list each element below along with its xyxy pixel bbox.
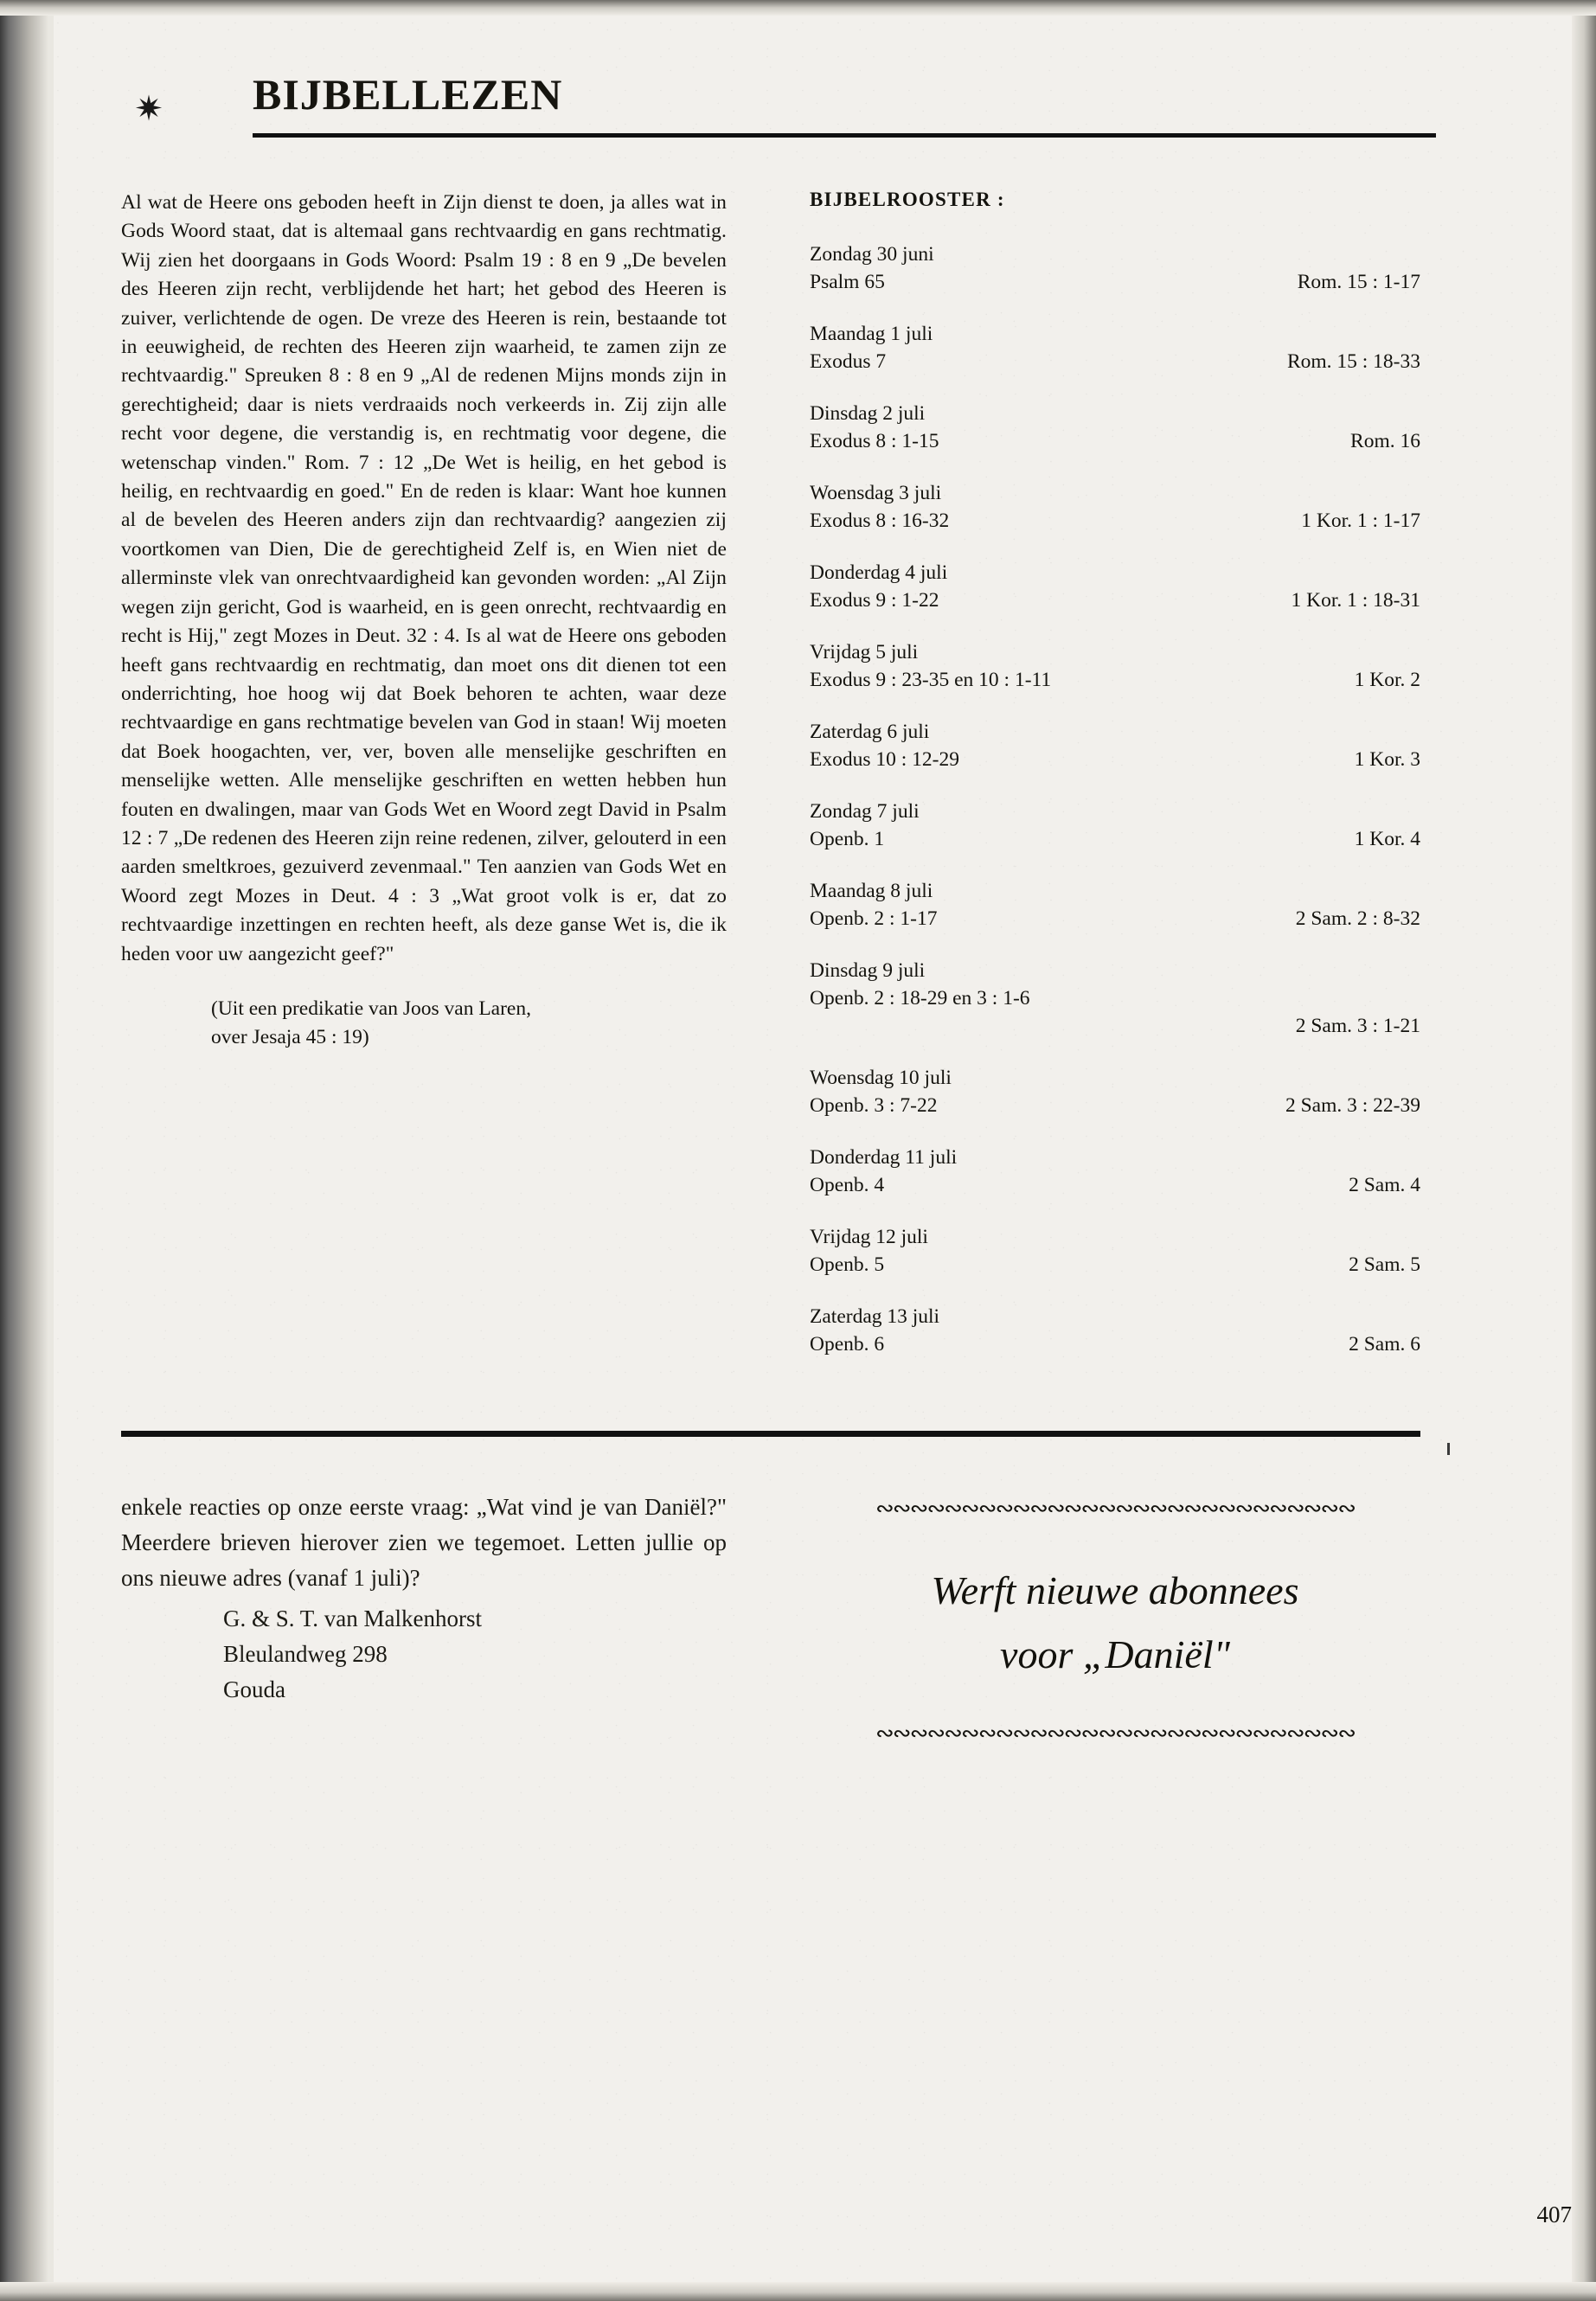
rooster-reference-primary: Openb. 2 : 1-17 bbox=[810, 907, 938, 930]
rooster-reference-primary: Openb. 3 : 7-22 bbox=[810, 1094, 938, 1117]
rooster-entry bbox=[810, 400, 1420, 455]
rooster-reading-line bbox=[810, 1092, 1420, 1119]
rooster-day-label: Zondag 30 juni bbox=[810, 243, 934, 266]
page-number: 407 bbox=[1536, 2202, 1572, 2227]
rooster-reference-secondary: Rom. 15 : 18-33 bbox=[1286, 350, 1420, 373]
rooster-reference-primary: Openb. 2 : 18-29 en 3 : 1-6 bbox=[810, 987, 1030, 1009]
column-rooster bbox=[810, 189, 1420, 1382]
rooster-reading-line bbox=[810, 825, 1420, 853]
article-body bbox=[121, 189, 727, 969]
advertisement-text bbox=[810, 1522, 1420, 1720]
rooster-reading-line bbox=[810, 1251, 1420, 1279]
rooster-reference-primary: Openb. 6 bbox=[810, 1333, 885, 1356]
header-rule bbox=[253, 133, 1436, 138]
rooster-day-label: Vrijdag 12 juli bbox=[810, 1226, 928, 1248]
rooster-reference-secondary: 1 Kor. 4 bbox=[1354, 828, 1420, 850]
rooster-entry bbox=[810, 1223, 1420, 1279]
rooster-reference-primary: Exodus 10 : 12-29 bbox=[810, 748, 959, 771]
section-divider bbox=[121, 1431, 1445, 1439]
attribution-line-2: over Jesaja 45 : 19) bbox=[211, 1026, 369, 1049]
bottom-section bbox=[121, 1490, 1445, 1747]
rooster-list bbox=[810, 240, 1420, 1358]
rooster-day-label: Zaterdag 13 juli bbox=[810, 1305, 940, 1328]
rooster-reading-line bbox=[810, 746, 1420, 773]
rooster-reference-secondary: Rom. 15 : 1-17 bbox=[1297, 271, 1420, 293]
divider-tick bbox=[1447, 1443, 1450, 1455]
rooster-reference-primary: Exodus 8 : 1-15 bbox=[810, 430, 939, 452]
rooster-day-label: Vrijdag 5 juli bbox=[810, 641, 919, 663]
signature-street: Bleulandweg 298 bbox=[223, 1641, 388, 1667]
rooster-entry bbox=[810, 1303, 1420, 1358]
rooster-reading-line bbox=[810, 586, 1420, 614]
rooster-reading-line bbox=[810, 1330, 1420, 1358]
page-edge-left bbox=[0, 0, 54, 2301]
rooster-reference-primary: Exodus 8 : 16-32 bbox=[810, 510, 950, 532]
page-edge-top bbox=[0, 0, 1596, 16]
rooster-day-label: Zaterdag 6 juli bbox=[810, 721, 930, 743]
page-content bbox=[121, 69, 1445, 1747]
rooster-reading-line bbox=[810, 507, 1420, 535]
rooster-entry bbox=[810, 877, 1420, 933]
signature-name: G. & S. T. van Malkenhorst bbox=[223, 1606, 482, 1631]
rooster-day-label: Maandag 8 juli bbox=[810, 880, 933, 902]
rooster-reading-line bbox=[810, 905, 1420, 933]
attribution-line-1: (Uit een predikatie van Joos van Laren, bbox=[211, 997, 531, 1020]
rooster-entry bbox=[810, 1144, 1420, 1199]
letter-signature bbox=[121, 1601, 727, 1708]
article-attribution bbox=[121, 995, 727, 1053]
rooster-title: BIJBELROOSTER : bbox=[810, 189, 1005, 210]
article-paragraph: Al wat de Heere ons geboden heeft in Zijn dienst te doen, ja alles wat in Gods Woord staat, dat is altemaal gans rechtvaardig en gans rechtmatig. Wij zien het doorgaans in Gods Woord: Psalm 19 : 8 en 9 „De bevelen des Heeren zijn recht, verblijdende het hart; het gebod des Heeren is zuiver, verlichtende de ogen. De vreze des Heeren is rein, bestaande tot in eeuwigheid, de rechten des Heeren zijn waarheid, te zamen zijn ze rechtvaardig." Spreuken 8 : 8 en 9 „Al de redenen Mijns monds zijn in gerechtigheid; daar is niets verdraaids noch verkeerds in. Zij zijn alle recht voor degene, die verstandig is, en rechtmatig voor degene, die wetenschap vinden." Rom. 7 : 12 „De Wet is heilig, en het gebod is heilig, en rechtvaardig en goed." En de reden is klaar: Want hoe kunnen al de bevelen des Heeren anders zijn dan rechtvaardig? aangezien zij voortkomen van Dien, Die de gerechtigheid Zelf is, en Wien niet de allerminste vlek van onrechtvaardigheid kan gevonden worden: „Al Zijn wegen zijn gericht, God is waarheid, en is geen onrecht, rechtvaardig en recht is Hij," zegt Mozes in Deut. 32 : 4. Is al wat de Heere ons geboden heeft gans rechtvaardig en rechtmatig, dan moet ons dit dienen tot een onderrichting, hoe hoog wij dat Boek behoren te achten, waar deze rechtvaardige en gans rechtmatige bevelen van God in staan! Wij moeten dat Boek hoogachten, ver, ver, boven alle menselijke geschriften en menselijke wetten. Alle menselijke geschriften en wetten hebben hun fouten en dwalingen, maar van Gods Wet en Woord zegt David in Psalm 12 : 7 „De redenen des Heeren zijn reine redenen, zilver, gelouterd in een aarden smeltkroes, gezuiverd zevenmaal." Ten aanzien van Gods Wet en Woord zegt Mozes in Deut. 4 : 3 „Wat groot volk is er, dat zo rechtvaardige inzettingen en rechten heeft, als deze ganse Wet is, die ik heden voor uw aangezicht geef?" bbox=[121, 191, 727, 965]
rooster-reference-secondary: 1 Kor. 3 bbox=[1354, 748, 1420, 771]
letter-body bbox=[121, 1490, 727, 1596]
section-header bbox=[121, 69, 1445, 152]
rooster-reference-secondary: 1 Kor. 2 bbox=[1354, 669, 1420, 691]
rooster-day-label: Donderdag 11 juli bbox=[810, 1146, 958, 1169]
rooster-entry bbox=[810, 320, 1420, 375]
rooster-day-label: Dinsdag 9 juli bbox=[810, 959, 926, 982]
star-icon: ✷ bbox=[134, 89, 163, 128]
rooster-entry bbox=[810, 798, 1420, 853]
rooster-reading-line bbox=[810, 666, 1420, 694]
rooster-reference-primary: Exodus 7 bbox=[810, 350, 887, 373]
rooster-entry bbox=[810, 1064, 1420, 1119]
advertisement-block bbox=[810, 1490, 1420, 1747]
rooster-reference-primary: Openb. 1 bbox=[810, 828, 885, 850]
rooster-entry bbox=[810, 957, 1420, 1040]
rooster-reading-line bbox=[810, 268, 1420, 296]
ad-line-1: Werft nieuwe abonnees bbox=[931, 1568, 1299, 1612]
rooster-reading-line bbox=[810, 984, 1420, 1040]
rooster-reading-line bbox=[810, 1171, 1420, 1199]
rooster-day-label: Zondag 7 juli bbox=[810, 800, 920, 823]
rooster-reference-primary: Openb. 4 bbox=[810, 1174, 885, 1196]
rooster-entry bbox=[810, 479, 1420, 535]
letter-paragraph: enkele reacties op onze eerste vraag: „Wat vind je van Daniël?" Meerdere brieven hierover zien we tegemoet. Letten jullie op ons nieuwe adres (vanaf 1 juli)? bbox=[121, 1494, 727, 1591]
divider-bar bbox=[121, 1431, 1420, 1437]
rooster-reference-primary: Psalm 65 bbox=[810, 271, 885, 293]
rooster-reference-secondary: 2 Sam. 3 : 1-21 bbox=[1295, 1015, 1420, 1037]
rooster-entry bbox=[810, 718, 1420, 773]
two-column-body bbox=[121, 189, 1445, 1382]
rooster-reference-secondary: 2 Sam. 6 bbox=[1349, 1333, 1420, 1356]
rooster-reading-line bbox=[810, 427, 1420, 455]
rooster-day-label: Woensdag 3 juli bbox=[810, 482, 942, 504]
signature-city: Gouda bbox=[223, 1676, 285, 1702]
rooster-day-label: Donderdag 4 juli bbox=[810, 561, 948, 584]
rooster-reference-secondary: Rom. 16 bbox=[1350, 430, 1420, 452]
rooster-entry bbox=[810, 240, 1420, 296]
rooster-reference-secondary: 1 Kor. 1 : 1-17 bbox=[1301, 510, 1420, 532]
letter-block bbox=[121, 1490, 727, 1747]
rooster-reference-secondary: 2 Sam. 3 : 22-39 bbox=[1285, 1094, 1420, 1117]
rooster-reference-primary: Exodus 9 : 1-22 bbox=[810, 589, 939, 612]
rooster-reference-primary: Exodus 9 : 23-35 en 10 : 1-11 bbox=[810, 669, 1052, 691]
page-edge-bottom bbox=[0, 2282, 1596, 2301]
rooster-entry bbox=[810, 638, 1420, 694]
rooster-reference-primary: Openb. 5 bbox=[810, 1253, 885, 1276]
ornament-band-top-icon: ∾∾∾∾∾∾∾∾∾∾∾∾∾∾∾∾∾∾∾∾∾∾∾∾∾∾∾∾ bbox=[875, 1496, 1355, 1521]
column-article bbox=[121, 189, 727, 1382]
ad-line-2: voor „Daniël" bbox=[1000, 1632, 1230, 1676]
advertisement-box[interactable] bbox=[810, 1495, 1420, 1747]
rooster-reference-secondary: 1 Kor. 1 : 18-31 bbox=[1291, 589, 1420, 612]
rooster-day-label: Dinsdag 2 juli bbox=[810, 402, 926, 425]
rooster-entry bbox=[810, 559, 1420, 614]
page-title: BIJBELLEZEN bbox=[253, 70, 563, 119]
rooster-reference-secondary: 2 Sam. 4 bbox=[1349, 1174, 1420, 1196]
page-edge-right bbox=[1572, 0, 1596, 2301]
rooster-day-label: Maandag 1 juli bbox=[810, 323, 933, 345]
rooster-day-label: Woensdag 10 juli bbox=[810, 1067, 952, 1089]
rooster-reference-secondary: 2 Sam. 5 bbox=[1349, 1253, 1420, 1276]
ornament-band-bottom-icon: ∾∾∾∾∾∾∾∾∾∾∾∾∾∾∾∾∾∾∾∾∾∾∾∾∾∾∾∾ bbox=[875, 1721, 1355, 1746]
rooster-reading-line bbox=[810, 348, 1420, 375]
rooster-reference-secondary: 2 Sam. 2 : 8-32 bbox=[1295, 907, 1420, 930]
